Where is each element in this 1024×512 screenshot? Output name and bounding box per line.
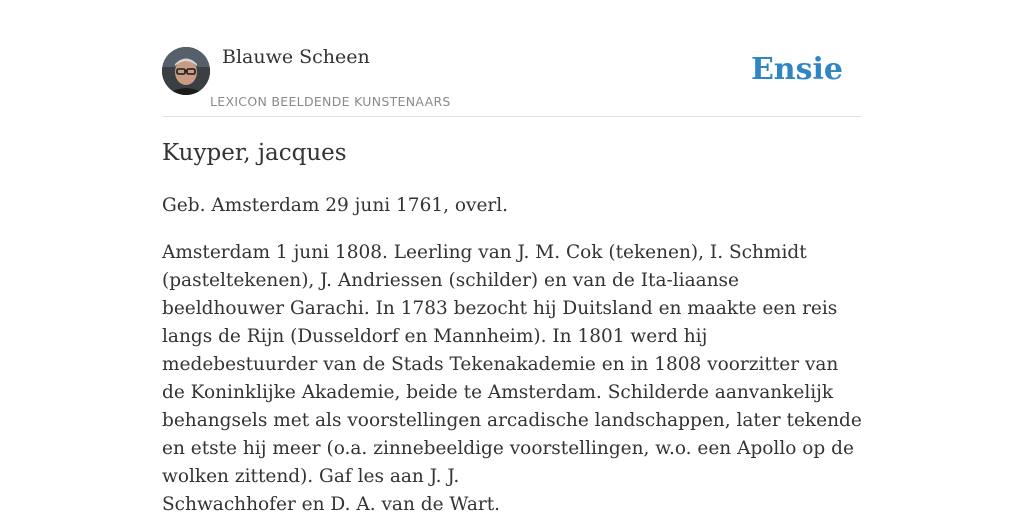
author-name[interactable]: Blauwe Scheen: [222, 46, 370, 68]
category-label[interactable]: LEXICON BEELDENDE KUNSTENAARS: [210, 94, 451, 109]
page-header: [162, 0, 862, 117]
article-paragraph: Geb. Amsterdam 29 juni 1761, overl.: [162, 195, 509, 216]
avatar-photo-icon: [162, 47, 210, 95]
article-paragraph: Amsterdam 1 juni 1808. Leerling van J. M. Cok (tekenen), I. Schmidt (pasteltekenen), J. Andriessen (schilder) en van de Ita-liaanse beeldhouwer Garachi. In 1783 bezocht hij Duitsland en maakte een reis langs de Rijn (Dusseldorf en Mannheim). In 1801 werd hij medebestuurder van de Stads Tekenakademie en in 1808 voorzitter van de Koninklijke Akademie, beide te Amsterdam. Schilderde aanvankelijk behangsels met als voorstellingen arcadische landschappen, later tekende en etste hij meer (o.a. zinnebeeldige voorstellingen, w.o. een Apollo op de wolken zittend). Gaf les aan J. J.: [162, 242, 862, 487]
site-logo[interactable]: Ensie: [750, 52, 843, 87]
page-title: Kuyper, jacques: [162, 140, 347, 166]
article-paragraph: Schwachhofer en D. A. van de Wart.: [162, 494, 501, 512]
author-avatar[interactable]: [162, 47, 210, 95]
